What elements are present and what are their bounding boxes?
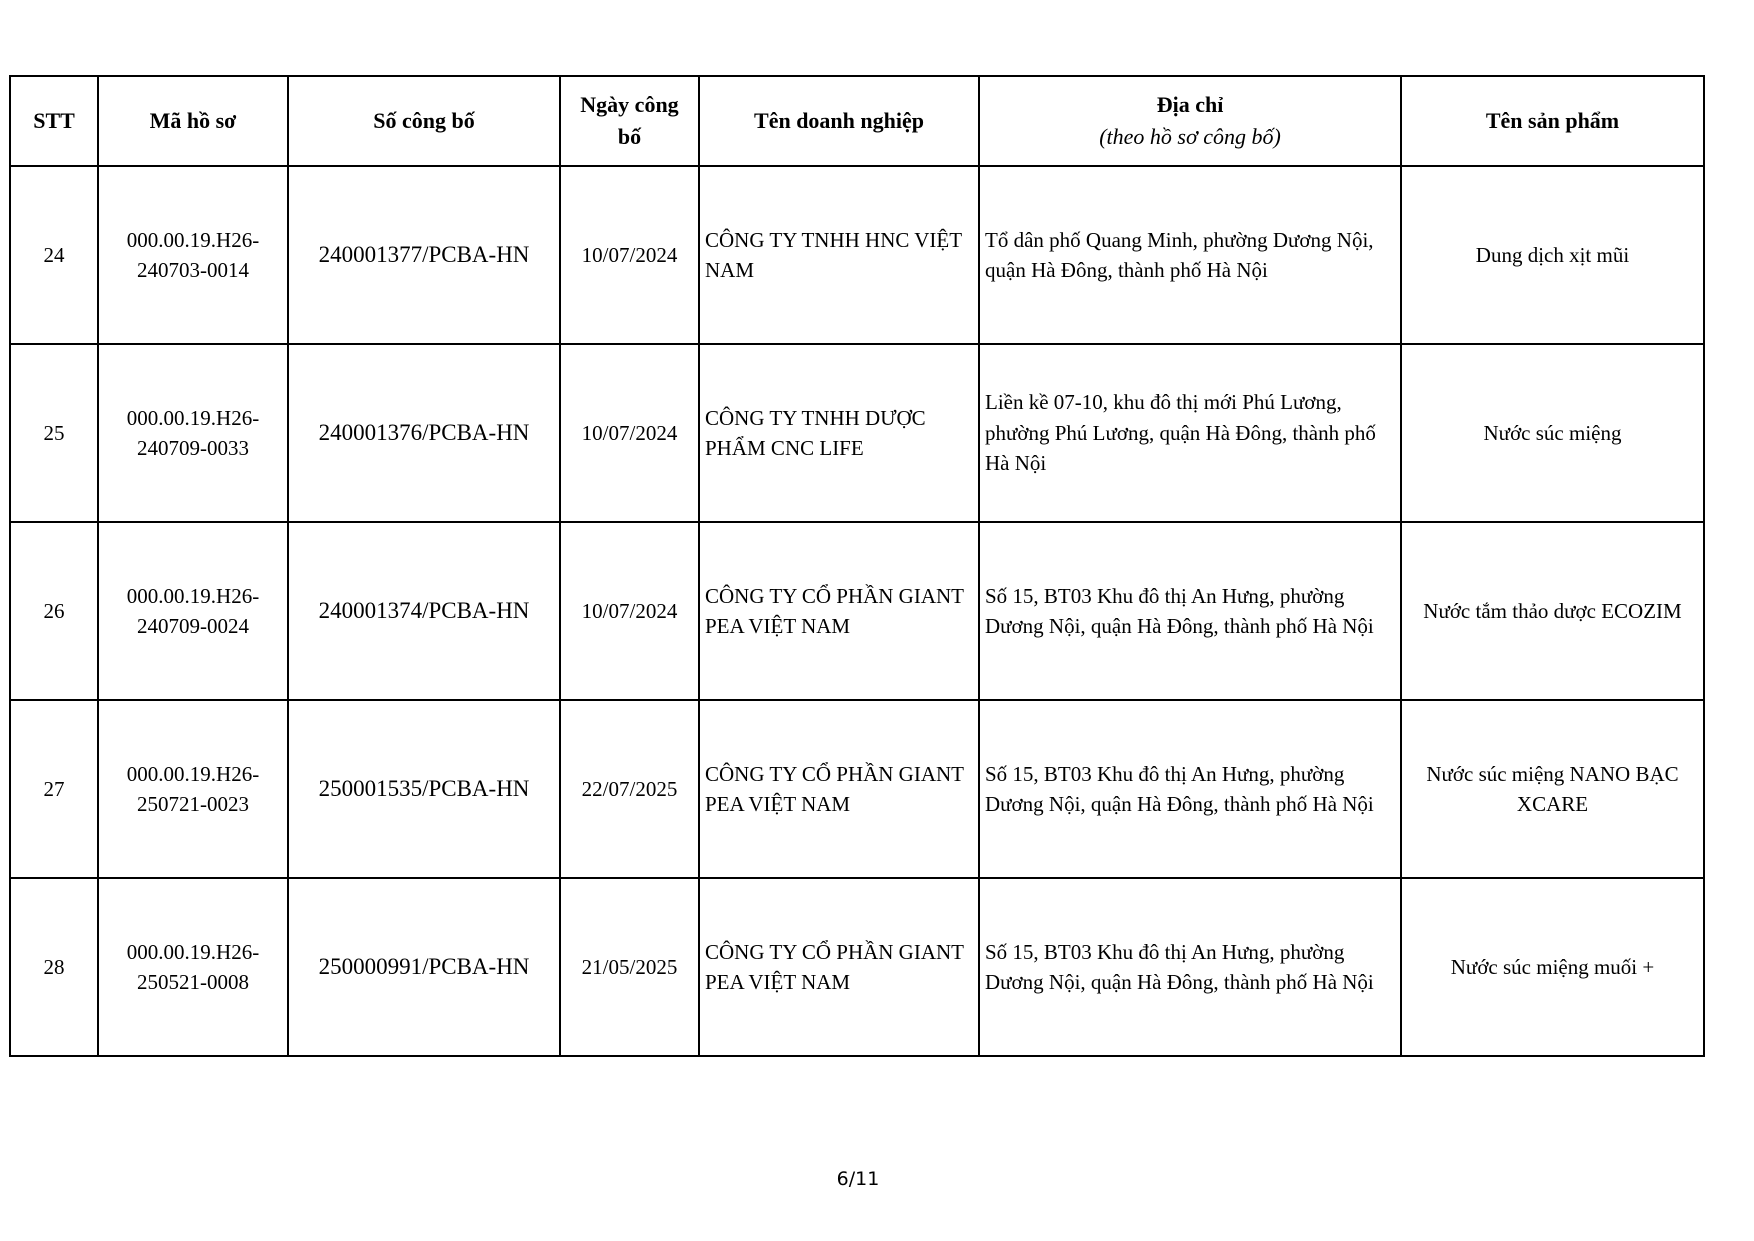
- cell-ten-san-pham: Nước tắm thảo dược ECOZIM: [1401, 522, 1704, 700]
- header-ten-doanh-nghiep: Tên doanh nghiệp: [699, 76, 979, 166]
- cell-dia-chi: Số 15, BT03 Khu đô thị An Hưng, phường Dương Nội, quận Hà Đông, thành phố Hà Nội: [979, 878, 1401, 1056]
- cell-ma-ho-so: 000.00.19.H26-250521-0008: [98, 878, 288, 1056]
- header-dia-chi-title: Địa chỉ: [1156, 92, 1224, 118]
- table-header-row: [10, 76, 1704, 166]
- cell-ten-san-pham: Nước súc miệng muối +: [1401, 878, 1704, 1056]
- cell-so-cong-bo: 240001377/PCBA-HN: [288, 166, 560, 344]
- cell-so-cong-bo: 250001535/PCBA-HN: [288, 700, 560, 878]
- table-row: [10, 166, 1704, 344]
- header-so-cong-bo: Số công bố: [288, 76, 560, 166]
- cell-ma-ho-so: 000.00.19.H26-240703-0014: [98, 166, 288, 344]
- table-row: [10, 700, 1704, 878]
- cell-ngay-cong-bo: 10/07/2024: [560, 166, 699, 344]
- cell-ten-doanh-nghiep: CÔNG TY CỔ PHẦN GIANT PEA VIỆT NAM: [699, 700, 979, 878]
- cell-ten-doanh-nghiep: CÔNG TY TNHH HNC VIỆT NAM: [699, 166, 979, 344]
- cell-ngay-cong-bo: 10/07/2024: [560, 344, 699, 522]
- cell-dia-chi: Liền kề 07-10, khu đô thị mới Phú Lương, phường Phú Lương, quận Hà Đông, thành phố Hà Nội: [979, 344, 1401, 522]
- header-stt: STT: [10, 76, 98, 166]
- cell-ma-ho-so: 000.00.19.H26-250721-0023: [98, 700, 288, 878]
- page-number: 6/11: [836, 1168, 880, 1190]
- cell-stt: 28: [10, 878, 98, 1056]
- cell-ma-ho-so: 000.00.19.H26-240709-0033: [98, 344, 288, 522]
- cell-ngay-cong-bo: 10/07/2024: [560, 522, 699, 700]
- cell-dia-chi: Tổ dân phố Quang Minh, phường Dương Nội, quận Hà Đông, thành phố Hà Nội: [979, 166, 1401, 344]
- table-row: [10, 878, 1704, 1056]
- table-row: [10, 522, 1704, 700]
- cell-ten-doanh-nghiep: CÔNG TY CỔ PHẦN GIANT PEA VIỆT NAM: [699, 522, 979, 700]
- cell-ngay-cong-bo: 22/07/2025: [560, 700, 699, 878]
- header-dia-chi-note: (theo hồ sơ công bố): [1099, 124, 1281, 149]
- header-ma-ho-so: Mã hồ sơ: [98, 76, 288, 166]
- cell-stt: 26: [10, 522, 98, 700]
- cell-ten-san-pham: Dung dịch xịt mũi: [1401, 166, 1704, 344]
- cell-so-cong-bo: 250000991/PCBA-HN: [288, 878, 560, 1056]
- header-dia-chi: [979, 76, 1401, 166]
- cell-so-cong-bo: 240001374/PCBA-HN: [288, 522, 560, 700]
- cell-stt: 25: [10, 344, 98, 522]
- table-row: [10, 344, 1704, 522]
- cell-ten-san-pham: Nước súc miệng: [1401, 344, 1704, 522]
- header-ten-san-pham: Tên sản phẩm: [1401, 76, 1704, 166]
- header-ngay-cong-bo: Ngày công bố: [560, 76, 699, 166]
- cell-ma-ho-so: 000.00.19.H26-240709-0024: [98, 522, 288, 700]
- cell-ten-doanh-nghiep: CÔNG TY TNHH DƯỢC PHẨM CNC LIFE: [699, 344, 979, 522]
- cell-dia-chi: Số 15, BT03 Khu đô thị An Hưng, phường Dương Nội, quận Hà Đông, thành phố Hà Nội: [979, 522, 1401, 700]
- cell-ngay-cong-bo: 21/05/2025: [560, 878, 699, 1056]
- cell-stt: 27: [10, 700, 98, 878]
- cell-ten-san-pham: Nước súc miệng NANO BẠC XCARE: [1401, 700, 1704, 878]
- product-declaration-table: [9, 75, 1705, 1057]
- cell-stt: 24: [10, 166, 98, 344]
- cell-so-cong-bo: 240001376/PCBA-HN: [288, 344, 560, 522]
- cell-dia-chi: Số 15, BT03 Khu đô thị An Hưng, phường Dương Nội, quận Hà Đông, thành phố Hà Nội: [979, 700, 1401, 878]
- cell-ten-doanh-nghiep: CÔNG TY CỔ PHẦN GIANT PEA VIỆT NAM: [699, 878, 979, 1056]
